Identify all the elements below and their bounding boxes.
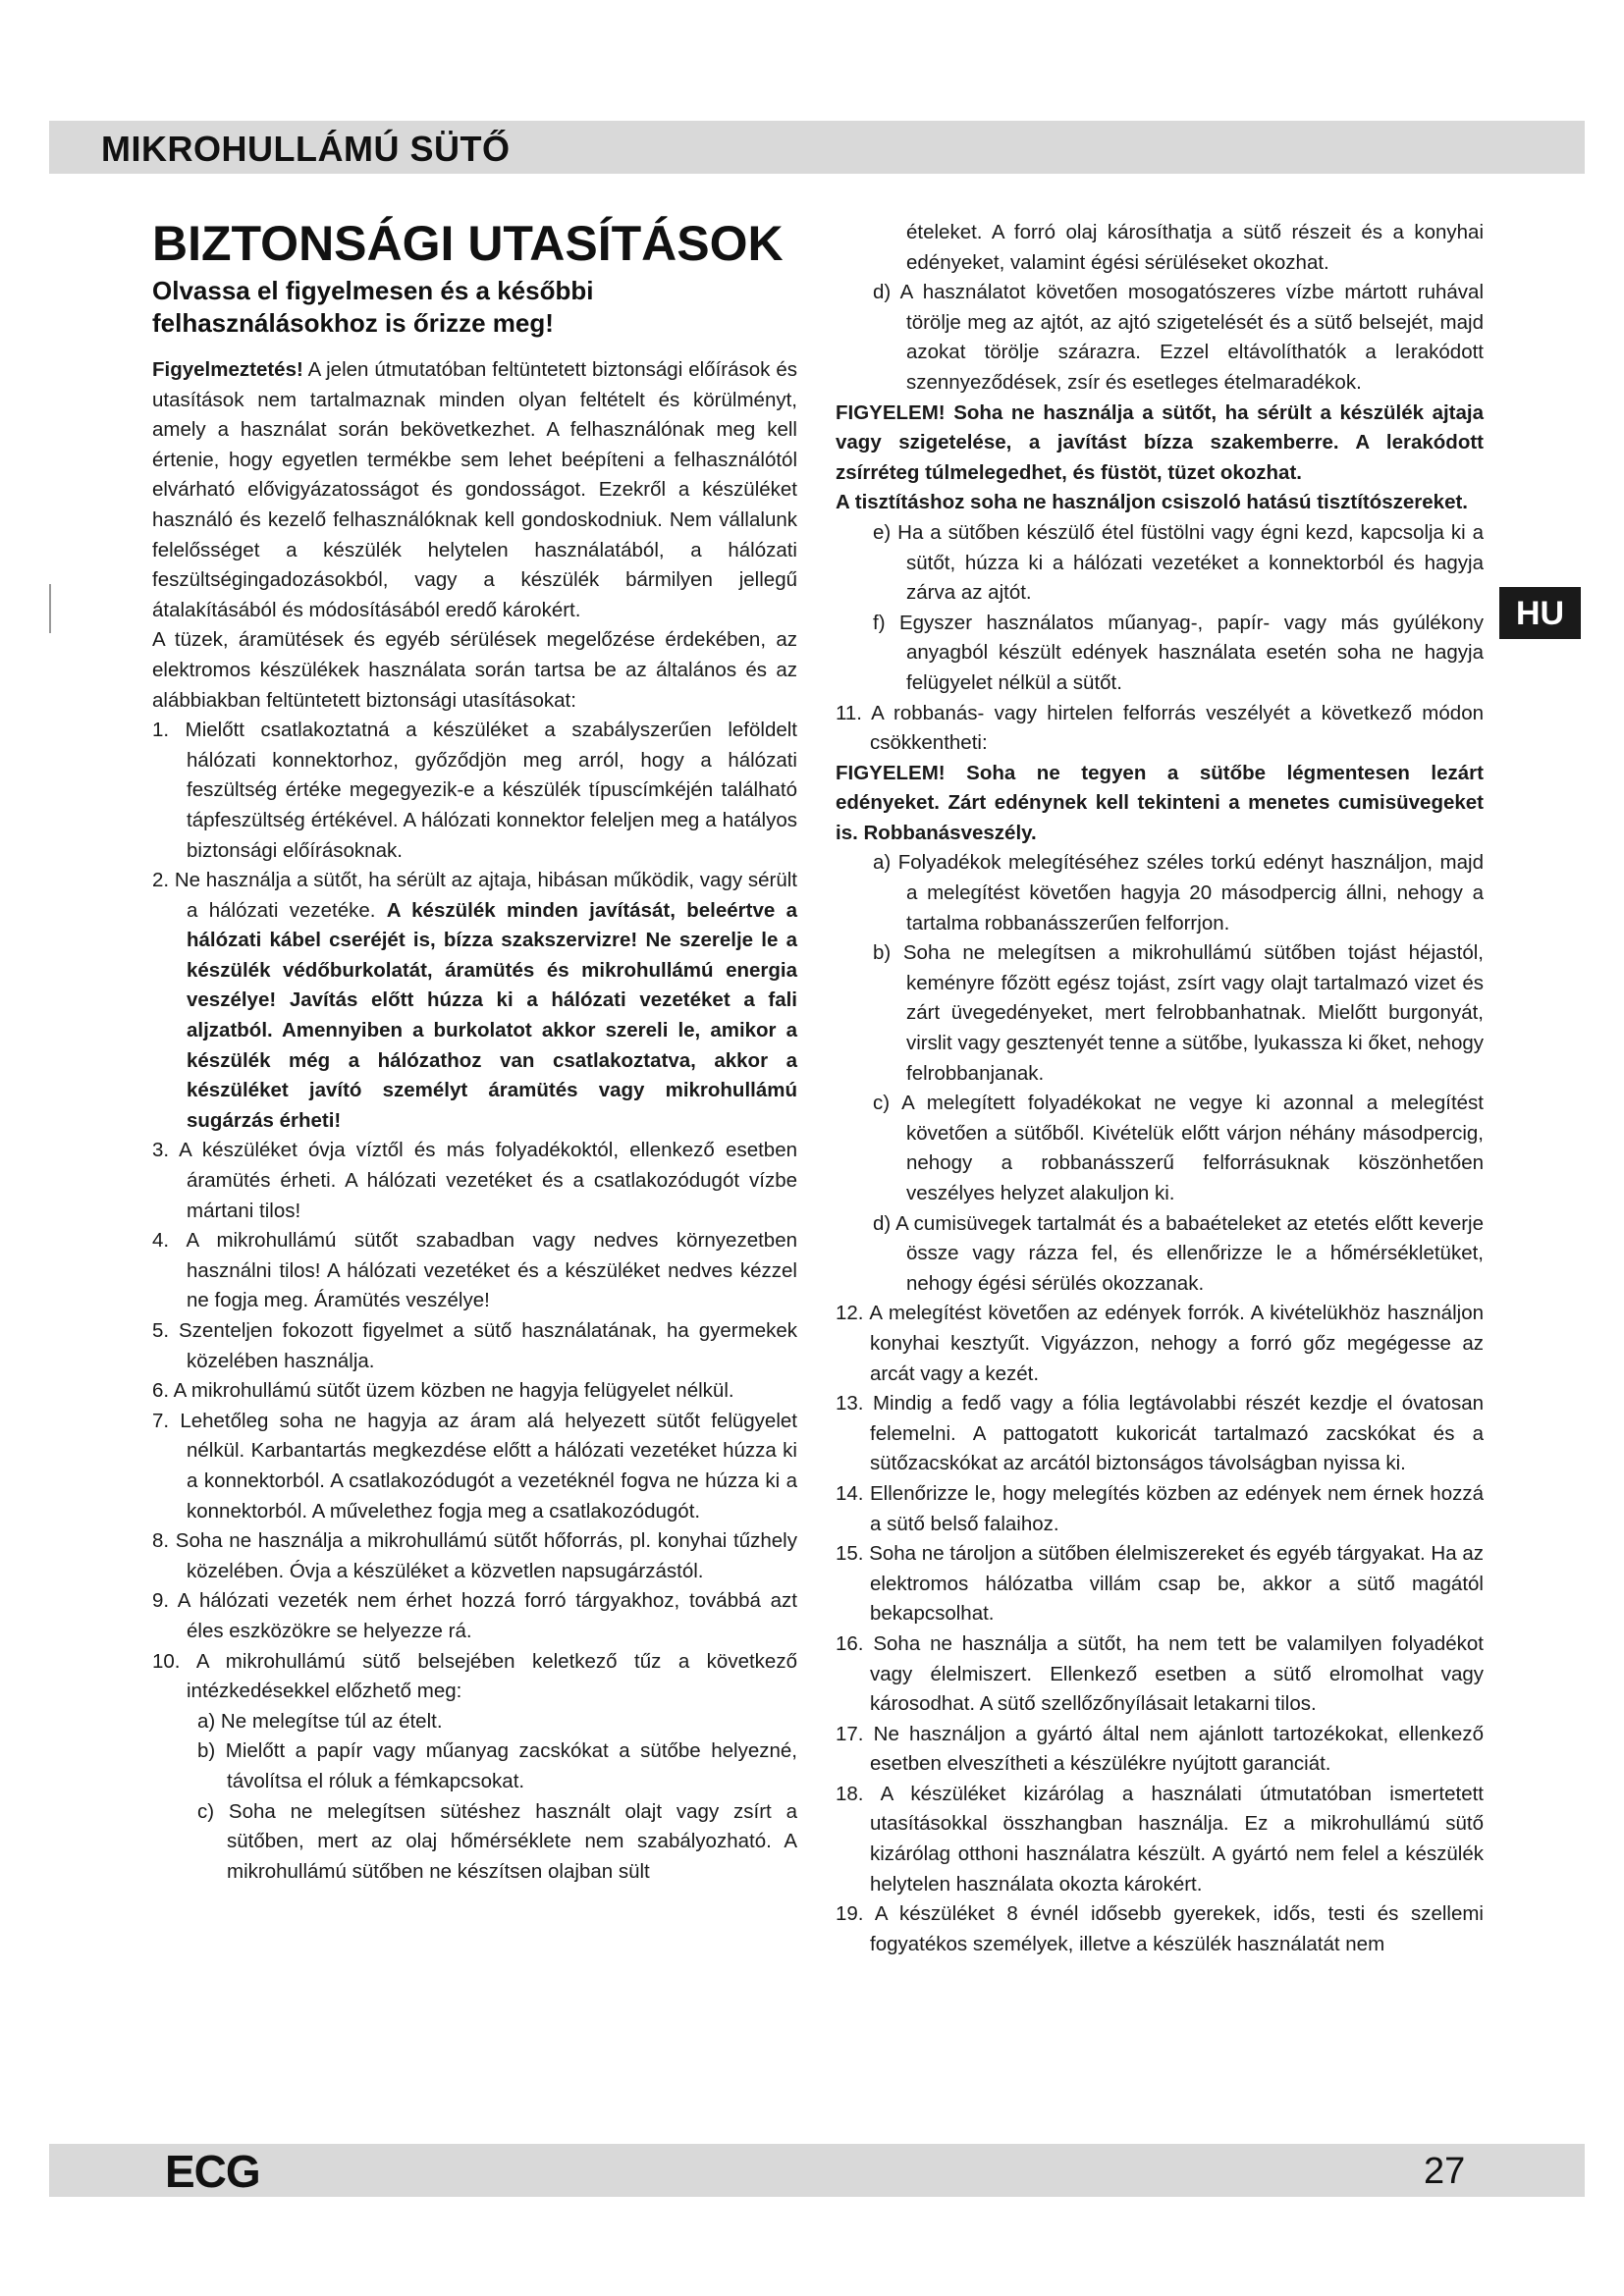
list-item-10: 10. A mikrohullámú sütő belsejében keletkező tűz a következő intézkedésekkel előzhető meg: bbox=[152, 1649, 797, 1703]
list-item-11: 11. A robbanás- vagy hirtelen felforrás veszélyét a következő módon csökkentheti: bbox=[836, 701, 1484, 755]
list-item-2-text: 2. Ne használja a sütőt, ha sérült az ajtaja, hibásan működik, vagy sérült a hálózati vezetéke. bbox=[152, 869, 797, 922]
list-item-18: 18. A készüléket kizárólag a használati útmutatóban ismertetett utasításokkal összhangban használja. Ez a mikrohullámú sütő kizárólag otthoni használatra készült. A gyártó nem felel a készülék helytelen használata okozta károkért. bbox=[836, 1782, 1484, 1896]
list-item-14: 14. Ellenőrizze le, hogy melegítés közben az edények nem érnek hozzá a sütő belső falaihoz. bbox=[836, 1481, 1484, 1535]
list-item-6: 6. A mikrohullámú sütőt üzem közben ne hagyja felügyelet nélkül. bbox=[152, 1379, 734, 1403]
subtitle-line-1: Olvassa el figyelmesen és a későbbi bbox=[152, 276, 594, 305]
list-item-8: 8. Soha ne használja a mikrohullámú sütőt hőforrás, pl. konyhai tűzhely közelében. Óvja a készüléket a közvetlen napsugárzástól. bbox=[152, 1529, 797, 1582]
list-item-9: 9. A hálózati vezeték nem érhet hozzá forró tárgyakhoz, továbbá azt éles eszközökre se helyezze rá. bbox=[152, 1589, 797, 1642]
list-item-12: 12. A melegítést követően az edények forrók. A kivételükhöz használjon konyhai kesztyűt. Vigyázzon, nehogy a forró gőz megégesse az arcát vagy a kezét. bbox=[836, 1302, 1484, 1385]
warning-sealed-containers: FIGYELEM! Soha ne tegyen a sütőbe légmentesen lezárt edényeket. Zárt edénynek kell tekinteni a menetes cumisüvegeket is. Robbanásveszély. bbox=[836, 761, 1484, 844]
brand-logo: ECG bbox=[165, 2146, 260, 2197]
list-item-4: 4. A mikrohullámú sütőt szabadban vagy nedves környezetben használni tilos! A hálózati vezetéket és a készüléket nedves kézzel ne fogja meg. Áramütés veszélye! bbox=[152, 1229, 797, 1312]
list-item-5: 5. Szenteljen fokozott figyelmet a sütő használatának, ha gyermekek közelében használja. bbox=[152, 1319, 797, 1372]
language-tab: HU bbox=[1499, 587, 1581, 639]
list-item-10c: c) Soha ne melegítsen sütéshez használt olajt vagy zsírt a sütőben, mert az olaj hőmérséklete nem szabályozható. A mikrohullámú sütőben ne készítsen olajban sült bbox=[197, 1799, 797, 1883]
page-title: BIZTONSÁGI UTASÍTÁSOK bbox=[152, 216, 784, 271]
page-subtitle bbox=[152, 275, 797, 340]
list-item-10d: d) A használatot követően mosogatószeres vízbe mártott ruhával törölje meg az ajtót, az ajtó szigetelését és a sütő belsejét, majd azokat törölje szárazra. Ezzel eltávolíthatók a lerakódott szennyeződések, zsír és esetleges ételmaradékok. bbox=[873, 281, 1484, 394]
list-item-10c-continued: ételeket. A forró olaj károsíthatja a sütő részeit és a konyhai edényeket, valamint égési sérüléseket okozhat. bbox=[906, 221, 1484, 274]
footer-bar bbox=[49, 2144, 1585, 2197]
warning-text: A jelen útmutatóban feltüntetett biztonsági előírások és utasítások nem tartalmaznak minden olyan feltételt és körülményt, amely a használat során bekövetkezhet. A felhasználónak meg kell értenie, hogy egyetlen termékbe sem lehet beépíteni a felhasználótól elvárható elővigyázatosságot és gondosságot. Ezekről a készüléket használó és kezelő felhasználóknak kell gondoskodniuk. Nem vállalunk felelősséget a készülék helytelen használatából, a hálózati feszültségingadozásokból, vagy a készülék bármilyen jellegű átalakításából és módosításából eredő károkért. bbox=[152, 358, 797, 621]
intro-paragraph: A tüzek, áramütések és egyéb sérülések megelőzése érdekében, az elektromos készülékek használata során tartsa be az általános és az alábbiakban feltüntetett biztonsági utasításokat: bbox=[152, 628, 797, 712]
list-item-10e: e) Ha a sütőben készülő étel füstölni vagy égni kezd, kapcsolja ki a sütőt, húzza ki a hálózati vezetéket a konnektorból és hagyja zárva az ajtót. bbox=[873, 520, 1484, 605]
list-item-11a: a) Folyadékok melegítéséhez széles torkú edényt használjon, majd a melegítést követően hagyja 20 másodpercig állni, nehogy a tartalma robbanásszerűen felforrjon. bbox=[873, 851, 1484, 934]
header-title: MIKROHULLÁMÚ SÜTŐ bbox=[101, 129, 511, 169]
warning-paragraph bbox=[152, 355, 797, 625]
list-item-2 bbox=[152, 866, 797, 1136]
list-item-7: 7. Lehetőleg soha ne hagyja az áram alá helyezett sütőt felügyelet nélkül. Karbantartás megkezdése előtt a hálózati vezetéket húzza ki a konnektorból. A csatlakozódugót a vezetéknél fogva ne húzza ki a konnektorból. A művelethez fogja meg a csatlakozódugót. bbox=[152, 1409, 797, 1522]
list-item-11b: b) Soha ne melegítsen a mikrohullámú sütőben tojást héjastól, keményre főzött egész tojást, zsírt vagy olajt tartalmazó vizet és zárt üvegedényeket, mert felrobbanhatnak. Mielőtt burgonyát, virslit vagy gesztenyét tenne a sütőbe, lyukassza ki őket, nehogy felrobbanjanak. bbox=[873, 941, 1484, 1085]
list-item-1: 1. Mielőtt csatlakoztatná a készüléket a szabályszerűen leföldelt hálózati konnektorhoz, győződjön meg arról, hogy a hálózati feszültség értéke megegyezik-e a készülék típuscímkéjén található tápfeszültség értékével. A hálózati konnektor feleljen meg a hatályos biztonsági előírásoknak. bbox=[152, 719, 797, 862]
list-item-10b: b) Mielőtt a papír vagy műanyag zacskókat a sütőbe helyezné, távolítsa el róluk a fémkapcsokat. bbox=[197, 1739, 797, 1792]
right-column bbox=[836, 218, 1484, 1959]
list-item-17: 17. Ne használjon a gyártó által nem ajánlott tartozékokat, ellenkező esetben elveszítheti a készülékre nyújtott garanciát. bbox=[836, 1722, 1484, 1776]
list-item-19: 19. A készüléket 8 évnél idősebb gyerekek, idős, testi és szellemi fogyatékos személyek, illetve a készülék használatát nem bbox=[836, 1902, 1484, 1955]
warning-damaged-door: FIGYELEM! Soha ne használja a sütőt, ha sérült a készülék ajtaja vagy szigetelése, a javítást bízza szakemberre. A lerakódott zsírréteg túlmelegedhet, és füstöt, tüzet okozhat. bbox=[836, 400, 1484, 484]
warning-abrasive: A tisztításhoz soha ne használjon csiszoló hatású tisztítószereket. bbox=[836, 491, 1468, 514]
warning-label: Figyelmeztetés! bbox=[152, 358, 303, 381]
page-number: 27 bbox=[1424, 2151, 1466, 2192]
left-column bbox=[152, 214, 797, 1887]
list-item-11c: c) A melegített folyadékokat ne vegye ki azonnal a melegítést követően a sütőből. Kivételük előtt várjon néhány másodpercig, nehogy a robbanásszerű felforrásuknak köszönhetően veszélyes helyzet alakuljon ki. bbox=[873, 1092, 1484, 1204]
list-item-10a: a) Ne melegítse túl az ételt. bbox=[197, 1709, 443, 1733]
margin-mark bbox=[49, 584, 51, 633]
list-item-2-bold: A készülék minden javítását, beleértve a hálózati kábel cseréjét is, bízza szakszervizre! Ne szerelje le a készülék védőburkolatát, áramütés és mikrohullámú energia veszélye! Javítás előtt húzza ki a hálózati vezetéket a fali aljzatból. Amennyiben a burkolatot akkor szereli le, amikor a készülék még a hálózathoz van csatlakoztatva, akkor a készüléket javító személyt áramütés vagy mikrohullámú sugárzás érheti! bbox=[187, 898, 797, 1132]
list-item-11d: d) A cumisüvegek tartalmát és a babaételeket az etetés előtt keverje össze vagy rázza fel, és ellenőrizze le a hőmérsékletüket, nehogy égési sérülés okozzanak. bbox=[873, 1211, 1484, 1295]
subtitle-line-2: felhasználásokhoz is őrizze meg! bbox=[152, 308, 554, 338]
list-item-10f: f) Egyszer használatos műanyag-, papír- vagy más gyúlékony anyagból készült edények használata esetén soha ne hagyja felügyelet nélkül a sütőt. bbox=[873, 611, 1484, 694]
list-item-3: 3. A készüléket óvja víztől és más folyadékoktól, ellenkező esetben áramütés érheti. A hálózati vezetéket és a csatlakozódugót vízbe mártani tilos! bbox=[152, 1139, 797, 1222]
list-item-16: 16. Soha ne használja a sütőt, ha nem tett be valamilyen folyadékot vagy élelmiszert. Ellenkező esetben a sütő elromolhat vagy károsodhat. A sütő szellőzőnyílásait letakarni tilos. bbox=[836, 1631, 1484, 1716]
list-item-15: 15. Soha ne tároljon a sütőben élelmiszereket és egyéb tárgyakat. Ha az elektromos hálózatba villám csap be, akkor a sütő magától bekapcsolhat. bbox=[836, 1542, 1484, 1626]
list-item-13: 13. Mindig a fedő vagy a fólia legtávolabbi részét kezdje el óvatosan felemelni. A pattogatott kukoricát tartalmazó zacskókat és a sütőzacskókat az arcától biztonságos távolságban nyissa ki. bbox=[836, 1392, 1484, 1475]
